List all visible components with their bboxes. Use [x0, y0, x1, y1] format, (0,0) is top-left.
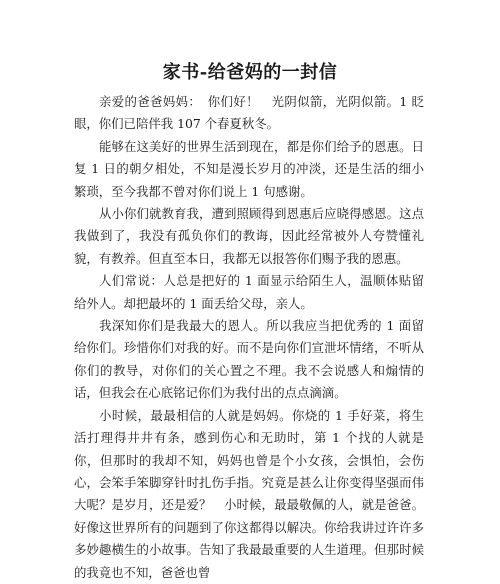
letter-paragraph: 能够在这美好的世界生活到现在，都是你们给予的恩惠。日复 1 日的朝夕相处，不知是漫长岁月的冲淡，还是生活的细小繁琐，至今我都不曾对你们说上 1 句感谢。: [74, 138, 424, 199]
letter-paragraph: 人们常说：人总是把好的 1 面显示给陌生人，温顺体贴留给外人。却把最坏的 1 面丢给父母，亲人。: [74, 273, 424, 311]
letter-paragraph: 小时候，最最相信的人就是妈妈。你烧的 1 手好菜，将生活打理得井井有条，感到伤心和无助时，第 1 个找的人就是你，但那时的我却不知，妈妈也曾是个小女孩，会惧怕，会伤心，会笨手笨脚穿针时扎伤手指。究竟是甚么让你变得坚强而伟大呢？是岁月，还是爱？ 小时候，最最敬佩的人，就是爸爸。好像这世界所有的问题到了你这都得以解决。你给我讲过许许多多妙趣横生的小故事。告知了我最最重要的人生道理。但那时候的我竟也不知，爸爸也曾: [74, 407, 424, 580]
letter-body: [74, 91, 424, 584]
letter-paragraph: 我深知你们是我最大的恩人。所以我应当把优秀的 1 面留给你们。珍惜你们对我的好。而不是向你们宣泄坏情绪，不听从你们的教导，对你们的关心置之不理。我不会说感人和煽情的话，但我会在心底铭记你们为我付出的点点滴滴。: [74, 318, 424, 401]
letter-paragraph-greeting: 亲爱的爸爸妈妈： 你们好！ 光阴似箭，光阴似箭。1 眨眼，你们已陪伴我 107 个春夏秋冬。: [74, 94, 424, 132]
letter-title: 家书-给爸妈的一封信: [162, 62, 338, 83]
letter-paragraph: 从小你们就教育我，遭到照顾得到恩惠后应晓得感恩。这点我做到了，我没有孤负你们的教诲，因此经常被外人夸赞懂礼貌，有教养。但直至本日，我都无以报答你们赐予我的恩惠。: [74, 206, 424, 266]
